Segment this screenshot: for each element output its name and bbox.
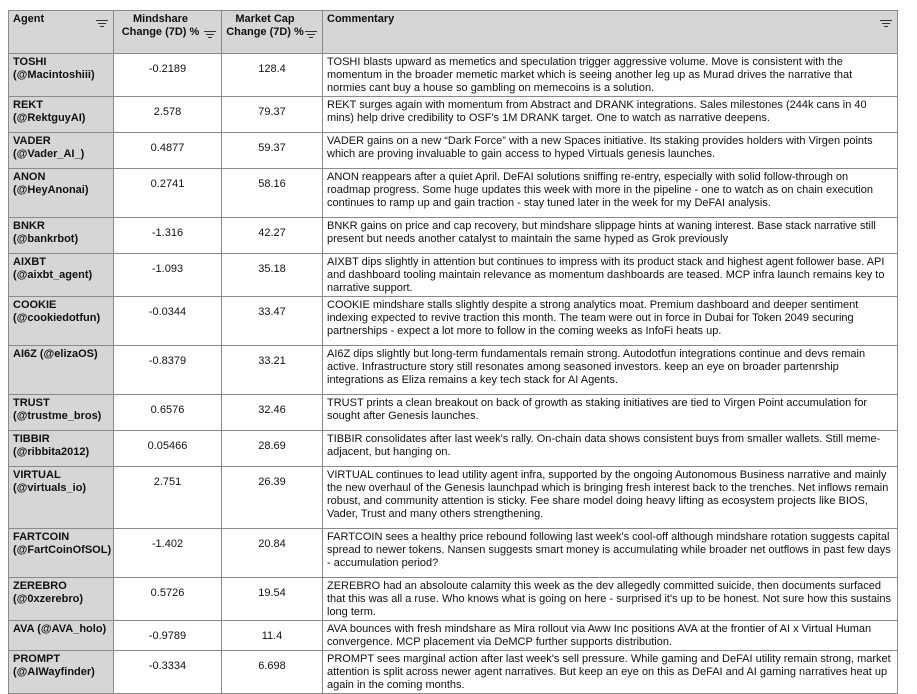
mindshare-cell: 0.05466 [114, 431, 222, 467]
agent-name: REKT [13, 99, 43, 111]
market-cap-cell: 28.69 [222, 431, 323, 467]
agent-cell [9, 621, 114, 651]
market-cap-cell: 42.27 [222, 218, 323, 254]
agent-name: VADER [13, 135, 51, 147]
agent-cell [9, 133, 114, 169]
market-cap-cell: 33.21 [222, 346, 323, 395]
agent-name: FARTCOIN [13, 531, 70, 543]
agent-cell [9, 346, 114, 395]
agent-name: TRUST [13, 397, 50, 409]
market-cap-cell: 26.39 [222, 467, 323, 529]
header-row [9, 11, 898, 54]
commentary-cell: VIRTUAL continues to lead utility agent infra, supported by the ongoing Autonomous Business narrative and mainly the new overhaul of the Genesis launchpad which is bringing fresh interest back to the trenches. Net inflows remain robust, and community attention is sticky. Fee share model doing heavy lifting as ecosystem projects like BIOS, Vader, Trust and many others strengthening. [323, 467, 898, 529]
agent-handle: (@ribbita2012) [13, 446, 90, 458]
agent-cell [9, 395, 114, 431]
header-agent-label: Agent [13, 13, 45, 25]
agent-handle: (@FartCoinOfSOL) [13, 544, 112, 556]
market-cap-cell: 58.16 [222, 169, 323, 218]
commentary-cell: BNKR gains on price and cap recovery, but mindshare slippage hints at waning interest. Base stack narrative still present but needs another catalyst to maintain the same hyped as Grok previously [323, 218, 898, 254]
filter-icon[interactable] [96, 20, 108, 28]
agent-cell [9, 467, 114, 529]
table-row [9, 529, 898, 578]
agent-handle: (@bankrbot) [13, 233, 79, 245]
agent-handle: (@Macintoshiii) [13, 69, 95, 81]
commentary-cell: AVA bounces with fresh mindshare as Mira rollout via Aww Inc positions AVA at the frontier of AI x Virtual Human convergence. MCP placement via DeMCP further supports distribution. [323, 621, 898, 651]
filter-icon[interactable] [880, 20, 892, 28]
mindshare-cell: 2.578 [114, 97, 222, 133]
agent-cell [9, 578, 114, 621]
table-row [9, 467, 898, 529]
table-row [9, 169, 898, 218]
agent-name: COOKIE [13, 299, 57, 311]
agent-cell [9, 297, 114, 346]
agent-cell [9, 651, 114, 694]
agent-cell [9, 169, 114, 218]
agent-handle: (@0xzerebro) [13, 593, 84, 605]
market-cap-cell: 32.46 [222, 395, 323, 431]
agent-handle: (@AIWayfinder) [13, 666, 95, 678]
commentary-cell: REKT surges again with momentum from Abstract and DRANK integrations. Sales milestones (244k cans in 40 mins) help drive credibility to OSF's 1M DRANK target. One to watch as narrative deepens. [323, 97, 898, 133]
table-row [9, 431, 898, 467]
table-row [9, 97, 898, 133]
commentary-cell: TIBBIR consolidates after last week's rally. On-chain data shows consistent buys from smaller wallets. Still meme-adjacent, but hanging on. [323, 431, 898, 467]
agent-cell [9, 54, 114, 97]
header-market-cap-label: Market Cap Change (7D) % [226, 13, 304, 38]
mindshare-cell: -0.9789 [114, 621, 222, 651]
agent-table [8, 10, 898, 694]
agent-handle: (@virtuals_io) [13, 482, 87, 494]
mindshare-cell: -0.8379 [114, 346, 222, 395]
filter-icon[interactable] [305, 31, 317, 39]
mindshare-cell: -0.3334 [114, 651, 222, 694]
commentary-cell: AIXBT dips slightly in attention but continues to impress with its product stack and highest agent follower base. API and dashboard tooling maintain relevance as momentum dashboards are teased. MCP infra launch remains key to narrative support. [323, 254, 898, 297]
header-mindshare-label: Mindshare Change (7D) % [121, 13, 200, 38]
commentary-cell: TRUST prints a clean breakout on back of growth as staking initiatives are tied to Virgen Point accumulation for sought after Genesis launches. [323, 395, 898, 431]
commentary-cell: VADER gains on a new “Dark Force” with a new Spaces initiative. Its staking provides holders with Virgen points which are proving invaluable to gain access to hyped Virtuals genesis launches. [323, 133, 898, 169]
commentary-cell: COOKIE mindshare stalls slightly despite a strong analytics moat. Premium dashboard and deeper sentiment indexing expected to revive traction this month. The team were out in force in Dubai for Token 2049 securing partnerships - expect a lot more to follow in the coming weeks as InfoFi heats up. [323, 297, 898, 346]
table-row [9, 133, 898, 169]
agent-cell [9, 529, 114, 578]
agent-handle: (@RektguyAI) [13, 112, 86, 124]
commentary-cell: FARTCOIN sees a healthy price rebound following last week's cool-off although mindshare rotation suggests capital spread to newer tokens. Nansen suggests smart money is accumulating while broader net outflows in past few days - accumulation period? [323, 529, 898, 578]
agent-name: AI6Z (@elizaOS) [13, 348, 98, 360]
table-row [9, 346, 898, 395]
agent-cell [9, 254, 114, 297]
agent-handle: (@aixbt_agent) [13, 269, 93, 281]
agent-handle: (@cookiedotfun) [13, 312, 101, 324]
mindshare-cell: 0.5726 [114, 578, 222, 621]
agent-cell [9, 97, 114, 133]
market-cap-cell: 6.698 [222, 651, 323, 694]
agent-name: AVA (@AVA_holo) [13, 623, 107, 635]
agent-name: TOSHI [13, 56, 47, 68]
table-row [9, 254, 898, 297]
header-agent [9, 11, 114, 54]
header-commentary [323, 11, 898, 54]
table-row [9, 395, 898, 431]
mindshare-cell: -1.316 [114, 218, 222, 254]
table-row [9, 54, 898, 97]
table-row [9, 297, 898, 346]
market-cap-cell: 59.37 [222, 133, 323, 169]
mindshare-cell: -1.402 [114, 529, 222, 578]
mindshare-cell: -1.093 [114, 254, 222, 297]
market-cap-cell: 33.47 [222, 297, 323, 346]
agent-name: VIRTUAL [13, 469, 61, 481]
commentary-cell: AI6Z dips slightly but long-term fundamentals remain strong. Autodotfun integrations continue and devs remain active. Infrastructure story still resonates among seasoned investors. keep an eye on broader partenrship integrations as Eliza remains a key tech stack for AI Agents. [323, 346, 898, 395]
agent-handle: (@Vader_AI_) [13, 148, 85, 160]
header-mindshare [114, 11, 222, 54]
commentary-cell: PROMPT sees marginal action after last week's sell pressure. While gaming and DeFAI utility remain strong, market attention is split across newer agent narratives. But keep an eye on this as DeFAI and AI gaming narratives heat up again in the coming months. [323, 651, 898, 694]
agent-cell [9, 431, 114, 467]
commentary-cell: TOSHI blasts upward as memetics and speculation trigger aggressive volume. Move is consistent with the momentum in the broader memetic market which is seeing another leg up as Murad drives the narrative that normies cant buy a house so gambling on memecoins is a solution. [323, 54, 898, 97]
mindshare-cell: 2.751 [114, 467, 222, 529]
commentary-cell: ZEREBRO had an absoloute calamity this week as the dev allegedly committed suicide, then documents surfaced that this was all a ruse. Who knows what is going on here - surprised it's up to be honest. Not sure how this sustains long term. [323, 578, 898, 621]
filter-icon[interactable] [204, 31, 216, 39]
market-cap-cell: 79.37 [222, 97, 323, 133]
market-cap-cell: 35.18 [222, 254, 323, 297]
agent-handle: (@trustme_bros) [13, 410, 102, 422]
market-cap-cell: 128.4 [222, 54, 323, 97]
market-cap-cell: 20.84 [222, 529, 323, 578]
header-commentary-label: Commentary [327, 13, 395, 25]
header-market-cap [222, 11, 323, 54]
agent-cell [9, 218, 114, 254]
table-row [9, 578, 898, 621]
agent-name: AIXBT [13, 256, 46, 268]
commentary-cell: ANON reappears after a quiet April. DeFAI solutions sniffing re-entry, especially with solid follow-through on roadmap progress. Some huge updates this week with more in the pipeline - one to watch as on chain execution continues to ramp up and gain traction - stay tuned later in the week for my DeFAI analysis. [323, 169, 898, 218]
agent-handle: (@HeyAnonai) [13, 184, 89, 196]
mindshare-cell: 0.4877 [114, 133, 222, 169]
table-row [9, 621, 898, 651]
agent-name: ZEREBRO [13, 580, 67, 592]
agent-name: PROMPT [13, 653, 61, 665]
agent-name: TIBBIR [13, 433, 50, 445]
mindshare-cell: 0.6576 [114, 395, 222, 431]
mindshare-cell: -0.2189 [114, 54, 222, 97]
mindshare-cell: -0.0344 [114, 297, 222, 346]
table-row [9, 218, 898, 254]
mindshare-cell: 0.2741 [114, 169, 222, 218]
table-row [9, 651, 898, 694]
market-cap-cell: 11.4 [222, 621, 323, 651]
agent-name: ANON [13, 171, 46, 183]
agent-name: BNKR [13, 220, 45, 232]
market-cap-cell: 19.54 [222, 578, 323, 621]
